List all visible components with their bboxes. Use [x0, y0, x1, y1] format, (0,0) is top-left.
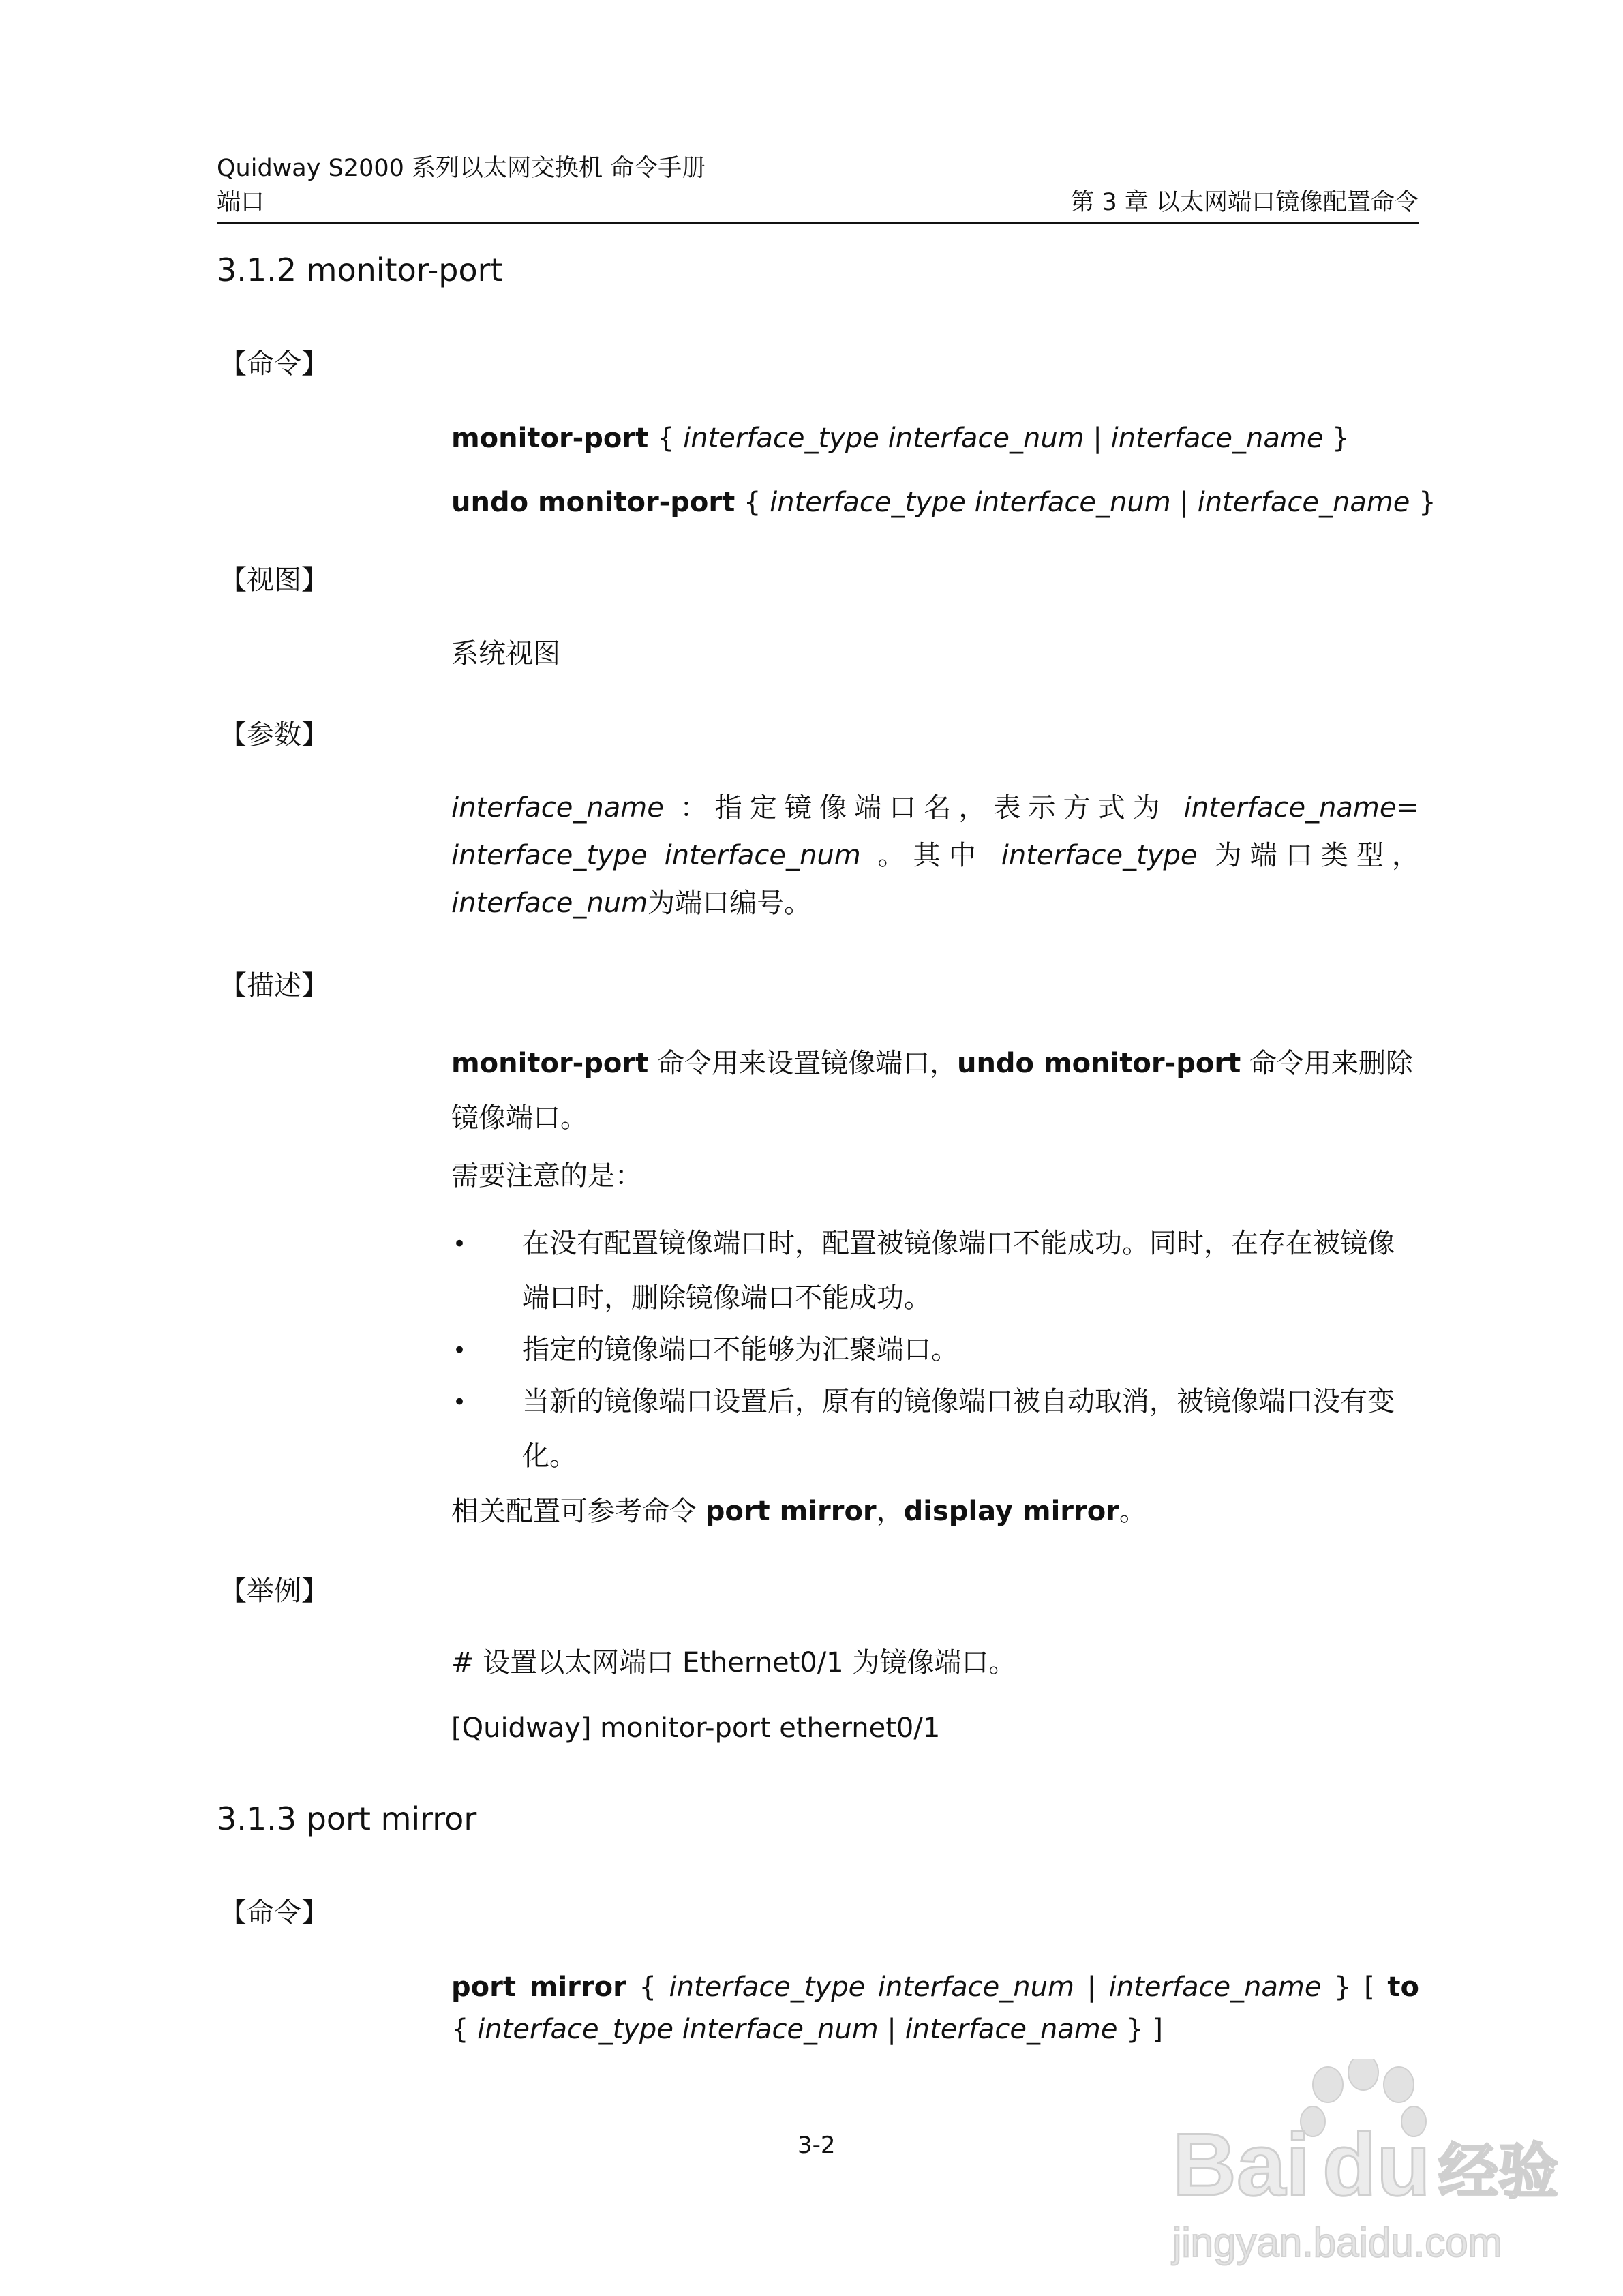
label-command-313: 【命令】 [219, 1897, 329, 1929]
section-title-312: 3.1.2 monitor-port [217, 252, 503, 288]
book-title: Quidway S2000 系列以太网交换机 命令手册 [217, 155, 706, 182]
watermark-du: du [1322, 2115, 1431, 2214]
page-number: 3-2 [798, 2132, 836, 2159]
header-rule [217, 222, 1419, 224]
param-line-2: interface_type interface_num 。其中 interface_type 为端口类型， [451, 840, 1419, 871]
list-item: 当新的镜像端口设置后，原有的镜像端口被自动取消，被镜像端口没有变化。 [522, 1386, 1395, 1472]
section-title-313: 3.1.3 port mirror [217, 1800, 477, 1837]
example-comment: # 设置以太网端口 Ethernet0/1 为镜像端口。 [451, 1647, 1016, 1678]
watermark-brand-cn: 经验 [1438, 2136, 1559, 2207]
kw: undo monitor-port [451, 487, 735, 518]
kw: monitor-port [451, 423, 649, 454]
example-command: [Quidway] monitor-port ethernet0/1 [451, 1712, 941, 1744]
label-command-312: 【命令】 [219, 348, 329, 380]
description-text: monitor-port 命令用来设置镜像端口，undo monitor-port 命令用来删除镜像端口。 [451, 1048, 1413, 1134]
list-item: 指定的镜像端口不能够为汇聚端口。 [522, 1334, 958, 1365]
note-heading: 需要注意的是： [451, 1160, 642, 1192]
label-parameters: 【参数】 [219, 719, 329, 751]
watermark [1152, 2059, 1561, 2277]
param-line-1: interface_name ：指定镜像端口名，表示方式为 interface_name= [451, 792, 1420, 824]
syntax-monitor-port: monitor-port { interface_type interface_num | interface_name } [451, 423, 1350, 454]
bullet-dot: • [453, 1337, 467, 1364]
bullet-dot: • [453, 1389, 467, 1416]
watermark-url: jingyan.baidu.com [1172, 2220, 1502, 2265]
list-item: 在没有配置镜像端口时，配置被镜像端口不能成功。同时，在存在被镜像端口时，删除镜像端口不能成功。 [522, 1228, 1395, 1314]
part-name: 端口 [217, 189, 265, 216]
label-description: 【描述】 [219, 970, 329, 1001]
view-text: 系统视图 [451, 638, 560, 669]
syntax-port-mirror-line-2: { interface_type interface_num | interface_name } ] [451, 2014, 1163, 2045]
param-line-3: interface_num为端口编号。 [451, 888, 812, 919]
label-view: 【视图】 [219, 564, 329, 596]
watermark-brand: Bai [1172, 2115, 1311, 2214]
syntax-undo-monitor-port: undo monitor-port { interface_type interface_num | interface_name } [451, 487, 1436, 518]
chapter-title: 第 3 章 以太网端口镜像配置命令 [1070, 189, 1419, 216]
syntax-port-mirror-line-1: port mirror { interface_type interface_num | interface_name } [ to [451, 1972, 1419, 2003]
bullet-dot: • [453, 1230, 467, 1258]
related-commands: 相关配置可参考命令 port mirror，display mirror。 [451, 1496, 1147, 1527]
label-example: 【举例】 [219, 1575, 329, 1607]
